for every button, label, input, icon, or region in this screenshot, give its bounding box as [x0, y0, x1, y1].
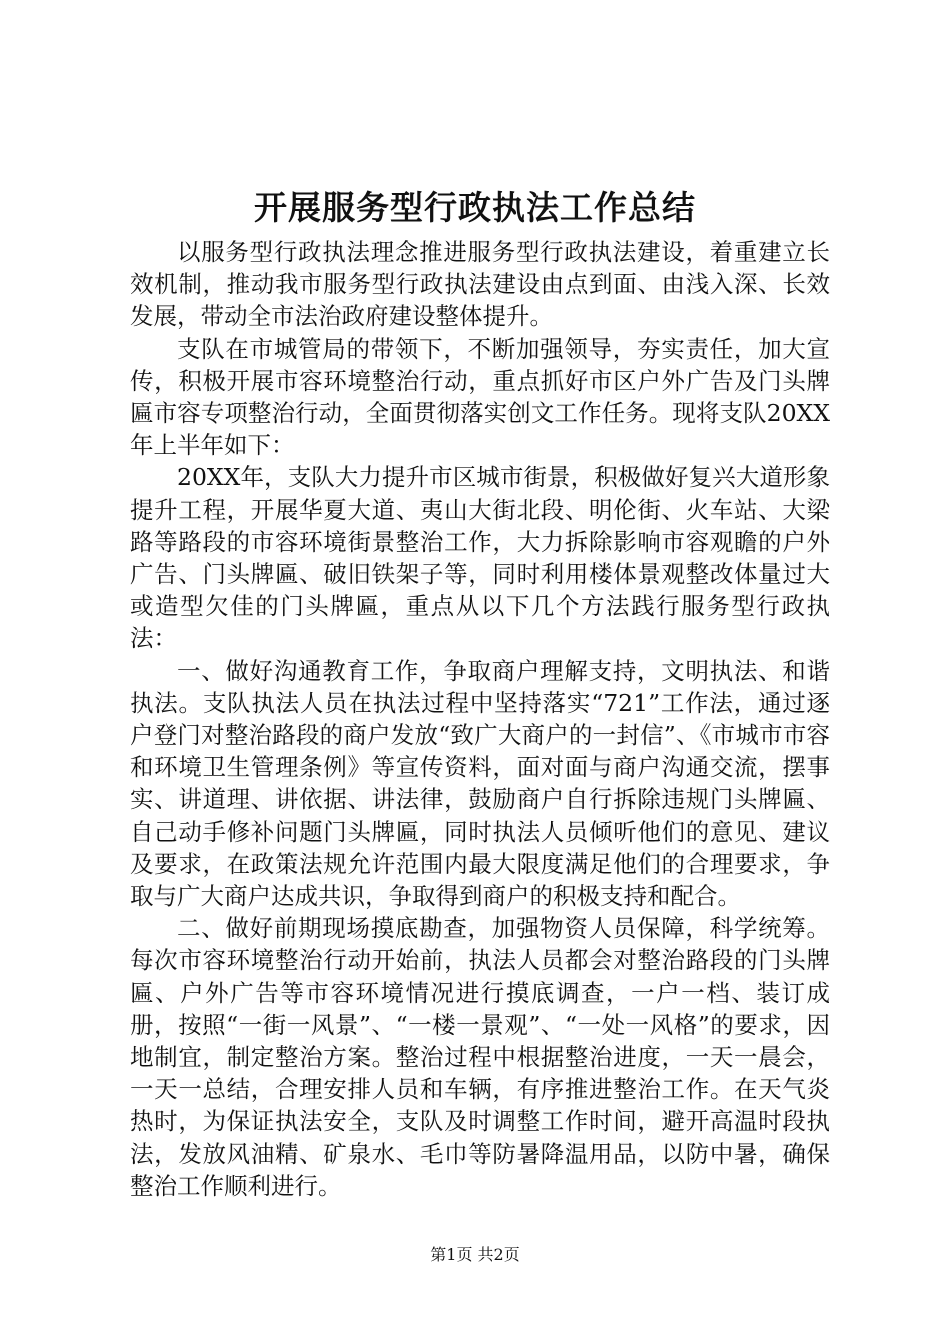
paragraph: 支队在市城管局的带领下，不断加强领导，夯实责任，加大宣传，积极开展市容环境整治行动，重点抓好市区户外广告及门头牌匾市容专项整治行动，全面贯彻落实创文工作任务。现将支队20XX年上半年如下： — [130, 334, 830, 460]
document-body — [130, 236, 830, 1202]
page-footer — [0, 1244, 950, 1266]
document-title: 开展服务型行政执法工作总结 — [254, 188, 696, 227]
paragraph: 一、做好沟通教育工作，争取商户理解支持，文明执法、和谐执法。支队执法人员在执法过程中坚持落实“721”工作法，通过逐户登门对整治路段的商户发放“致广大商户的一封信”、《市城市市容和环境卫生管理条例》等宣传资料，面对面与商户沟通交流，摆事实、讲道理、讲依据、讲法律，鼓励商户自行拆除违规门头牌匾、自己动手修补问题门头牌匾，同时执法人员倾听他们的意见、建议及要求，在政策法规允许范围内最大限度满足他们的合理要求，争取与广大商户达成共识，争取得到商户的积极支持和配合。 — [130, 656, 830, 911]
paragraph: 以服务型行政执法理念推进服务型行政执法建设，着重建立长效机制，推动我市服务型行政执法建设由点到面、由浅入深、长效发展，带动全市法治政府建设整体提升。 — [130, 238, 830, 331]
page-number-label: 第1页 共2页 — [430, 1245, 520, 1264]
paragraph: 二、做好前期现场摸底勘查，加强物资人员保障，科学统筹。每次市容环境整治行动开始前，执法人员都会对整治路段的门头牌匾、户外广告等市容环境情况进行摸底调查，一户一档、装订成册，按照“一街一风景”、“一楼一景观”、“一处一风格”的要求，因地制宜，制定整治方案。整治过程中根据整治进度，一天一晨会，一天一总结，合理安排人员和车辆，有序推进整治工作。在天气炎热时，为保证执法安全，支队及时调整工作时间，避开高温时段执法，发放风油精、矿泉水、毛巾等防暑降温用品，以防中暑，确保整治工作顺利进行。 — [130, 914, 830, 1200]
paragraph: 20XX年，支队大力提升市区城市街景，积极做好复兴大道形象提升工程，开展华夏大道、夷山大街北段、明伦街、火车站、大梁路等路段的市容环境街景整治工作，大力拆除影响市容观瞻的户外广告、门头牌匾、破旧铁架子等，同时利用楼体景观整改体量过大或造型欠佳的门头牌匾，重点从以下几个方法践行服务型行政执法： — [130, 463, 830, 653]
